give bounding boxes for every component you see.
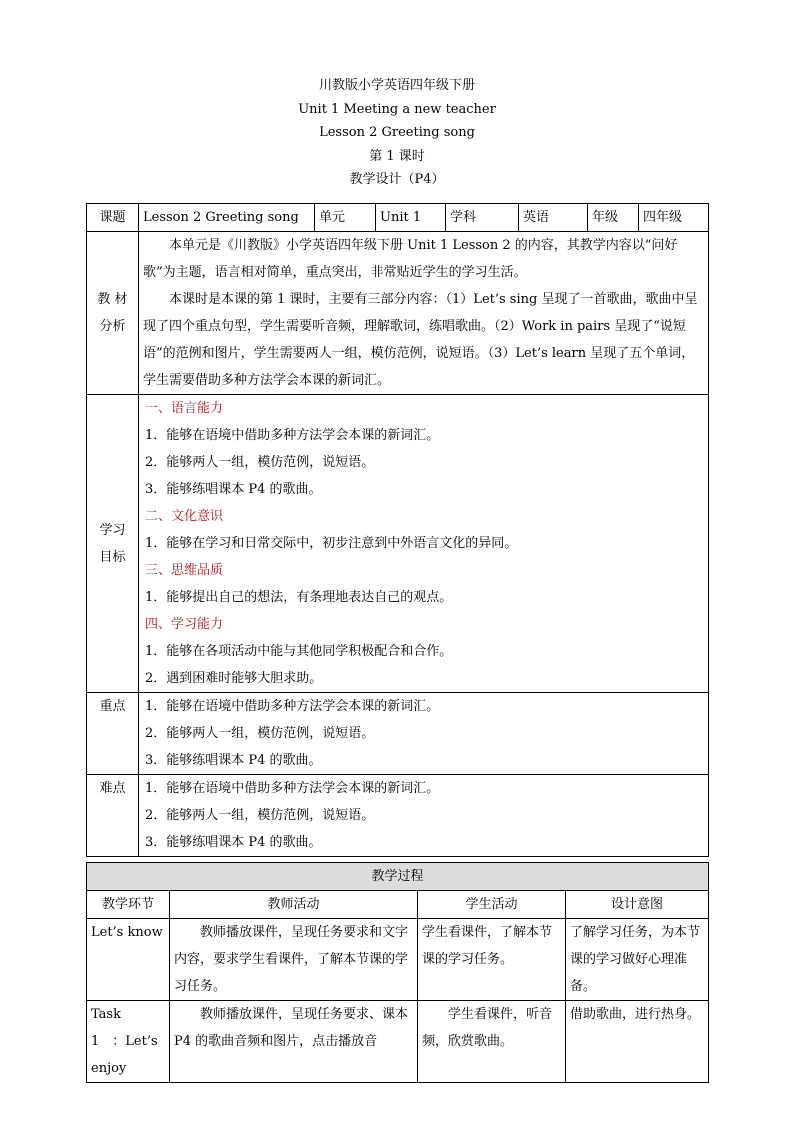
topic-label: 课题 <box>87 204 139 232</box>
teacher-text: 教师播放课件，呈现任务要求、课本 P4 的歌曲音频和图片，点击播放音 <box>174 1007 409 1049</box>
subject-label: 学科 <box>446 204 519 232</box>
key-point-item: 3．能够练唱课本 P4 的歌曲。 <box>145 753 322 768</box>
topic-value: Lesson 2 Greeting song <box>139 204 315 232</box>
goal-section-culture: 二、文化意识 <box>145 509 224 524</box>
key-points-content <box>139 693 709 775</box>
header-line-textbook: 川教版小学英语四年级下册 <box>318 78 475 93</box>
analysis-paragraph-2: 本课时是本课的第 1 课时，主要有三部分内容：（1）Let’s sing 呈现了一首歌曲，歌曲中呈现了四个重点句型，学生需要听音频，理解歌词，练唱歌曲。（2）Work in pairs 呈现了“说短语”的范例和图片，学生需要两人一组，模仿范例，说短语。（3）Let’s learn 呈现了五个单词，学生需要借助多种方法学会本课的新词汇。 <box>143 292 698 388</box>
intent-cell: 借助歌曲，进行热身。 <box>566 1001 709 1083</box>
header-student: 学生活动 <box>418 891 566 919</box>
difficulty-item: 3．能够练唱课本 P4 的歌曲。 <box>145 835 322 850</box>
header-line-unit: Unit 1 Meeting a new teacher <box>298 101 496 117</box>
goal-item: 2．能够两人一组，模仿范例，说短语。 <box>145 455 375 470</box>
student-cell <box>418 1001 566 1083</box>
info-row <box>87 204 709 232</box>
goals-row <box>87 395 709 693</box>
teacher-cell <box>170 1001 418 1083</box>
key-points-row <box>87 693 709 775</box>
key-points-label: 重点 <box>87 693 139 775</box>
goal-item: 1．能够在各项活动中能与其他同学积极配合和合作。 <box>145 644 453 659</box>
difficulties-content <box>139 775 709 857</box>
goal-section-learning: 四、学习能力 <box>145 617 224 632</box>
header-line-period: 第 1 课时 <box>369 148 425 164</box>
intent-cell: 了解学习任务，为本节课的学习做好心理准备。 <box>566 919 709 1001</box>
goal-item: 1．能够提出自己的想法，有条理地表达自己的观点。 <box>145 590 453 605</box>
goal-item: 1．能够在学习和日常交际中，初步注意到中外语言文化的异同。 <box>145 536 518 551</box>
header-intent: 设计意图 <box>566 891 709 919</box>
lesson-info-table <box>86 203 709 857</box>
document-header <box>0 74 794 192</box>
goal-item: 1．能够在语境中借助多种方法学会本课的新词汇。 <box>145 428 440 443</box>
subject-value: 英语 <box>519 204 588 232</box>
header-teacher: 教师活动 <box>170 891 418 919</box>
header-line-design: 教学设计（P4） <box>349 172 445 187</box>
difficulty-item: 2．能够两人一组，模仿范例，说短语。 <box>145 808 375 823</box>
unit-value: Unit 1 <box>376 204 446 232</box>
teaching-process-table <box>86 862 709 1083</box>
analysis-paragraph-1: 本单元是《川教版》小学英语四年级下册 Unit 1 Lesson 2 的内容，其教学内容以“问好歌”为主题，语言相对简单，重点突出，非常贴近学生的学习生活。 <box>143 238 678 280</box>
student-text: 学生看课件，听音频，欣赏歌曲。 <box>422 1007 553 1049</box>
header-line-lesson: Lesson 2 Greeting song <box>319 125 475 140</box>
header-stage: 教学环节 <box>87 891 170 919</box>
key-point-item: 2．能够两人一组，模仿范例，说短语。 <box>145 726 375 741</box>
key-point-item: 1．能够在语境中借助多种方法学会本课的新词汇。 <box>145 699 440 714</box>
process-row <box>87 919 709 1001</box>
grade-value: 四年级 <box>639 204 709 232</box>
stage-cell: Let’s know <box>87 919 170 1001</box>
process-title-row <box>87 863 709 891</box>
teacher-text: 教师播放课件，呈现任务要求和文字内容，要求学生看课件，了解本节课的学习任务。 <box>174 925 409 994</box>
goals-label: 学习 目标 <box>87 395 139 693</box>
unit-label: 单元 <box>315 204 376 232</box>
difficulties-row <box>87 775 709 857</box>
analysis-label: 教 材 分析 <box>87 232 139 395</box>
analysis-row <box>87 232 709 395</box>
analysis-content <box>139 232 709 395</box>
difficulties-label: 难点 <box>87 775 139 857</box>
grade-label: 年级 <box>588 204 639 232</box>
goal-item: 2．遇到困难时能够大胆求助。 <box>145 671 323 686</box>
teacher-cell <box>170 919 418 1001</box>
difficulty-item: 1．能够在语境中借助多种方法学会本课的新词汇。 <box>145 781 440 796</box>
process-title: 教学过程 <box>87 863 709 891</box>
goal-section-language: 一、语言能力 <box>145 401 224 416</box>
process-header-row <box>87 891 709 919</box>
process-row <box>87 1001 709 1083</box>
goals-content <box>139 395 709 693</box>
stage-cell: Task 1 ：Let’s enjoy <box>87 1001 170 1083</box>
student-cell: 学生看课件，了解本节课的学习任务。 <box>418 919 566 1001</box>
goal-section-thinking: 三、思维品质 <box>145 563 224 578</box>
goal-item: 3．能够练唱课本 P4 的歌曲。 <box>145 482 322 497</box>
